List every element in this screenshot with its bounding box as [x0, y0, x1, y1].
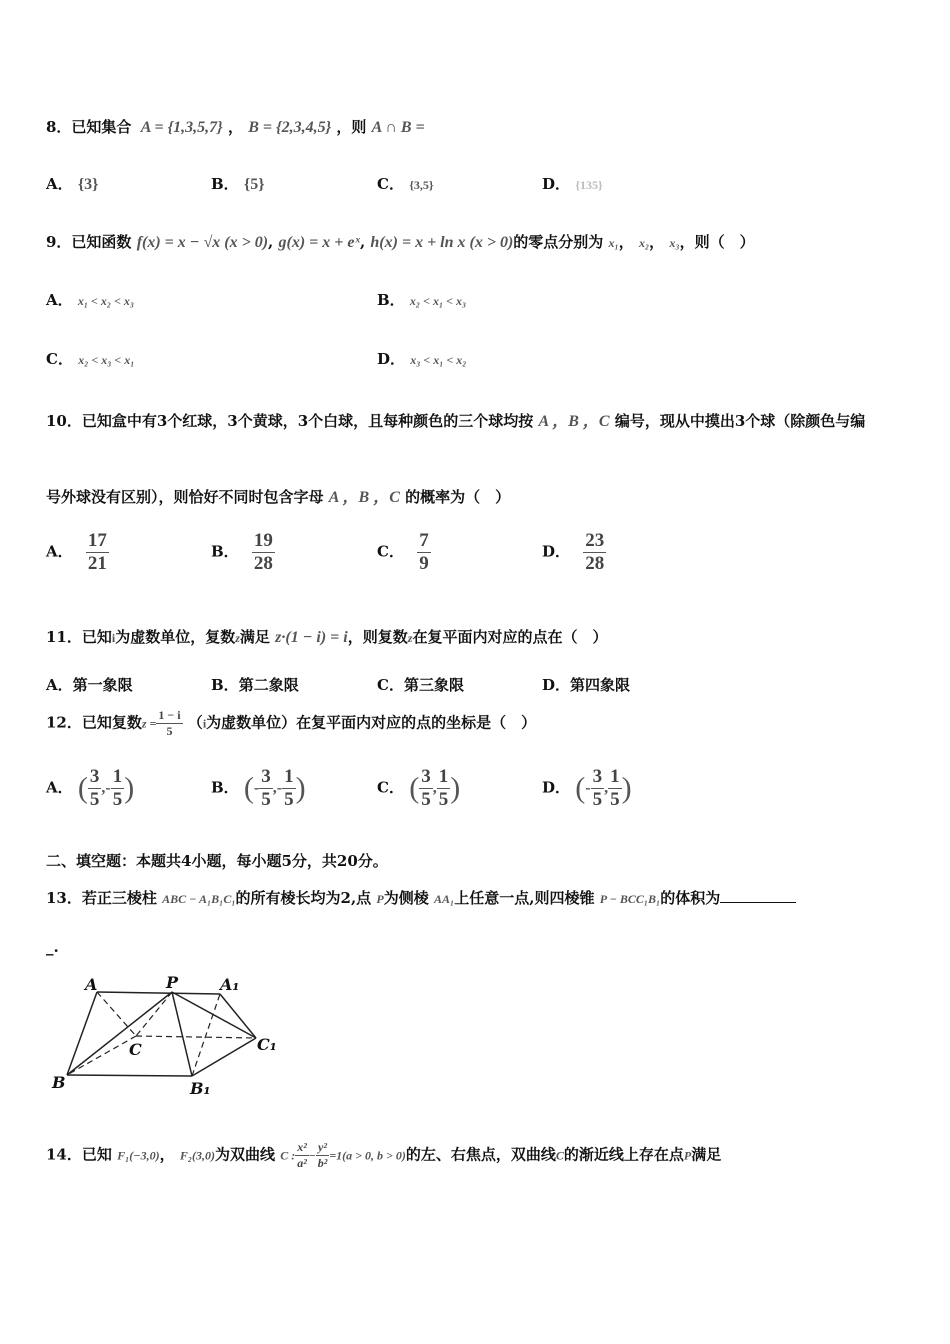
i-symbol: i: [111, 631, 116, 645]
q11-text4: 在复平面内对应的点在（ ）: [412, 628, 608, 646]
option-value: {3,5}: [409, 178, 434, 192]
q9-stem: 9．已知函数 f(x) = x − √x (x > 0), g(x) = x + eˣ, h(x) = x + ln x (x > 0)的零点分别为 x₁， x₂， x₃，则（ ）: [46, 233, 755, 251]
label-b: B: [52, 1073, 66, 1092]
option-label: A．: [46, 175, 73, 193]
comma: ，: [159, 1145, 175, 1164]
z-eq: z =: [141, 716, 157, 731]
q10-option-c[interactable]: [377, 530, 431, 575]
function-g: g(x) = x + eˣ: [278, 234, 360, 251]
q12-option-b[interactable]: B． (- $\frac{3}{5}$ ,- $\frac{1}{5}$ ): [211, 766, 306, 810]
option-label: B．: [377, 291, 405, 309]
aa1: AA₁: [434, 892, 455, 906]
option-value: x₂ < x₃ < x₁: [78, 353, 135, 367]
fraction-y: $\frac{\text{y²}}{\text{b²}}$: [317, 1140, 328, 1170]
q11-text2: 满足: [239, 628, 270, 646]
x2: x₂: [638, 236, 650, 250]
label-a: A: [85, 975, 98, 994]
q8-number: 8．已知集合: [46, 118, 132, 136]
q11-number: 11．已知: [46, 628, 112, 646]
option-label: C．: [377, 542, 404, 561]
label-c: C: [129, 1040, 142, 1059]
q12-text: 为虚数单位）在复平面内对应的点的坐标是（ ）: [206, 713, 537, 732]
q14-stem: [46, 1140, 721, 1171]
q11-text: 为虚数单位，复数: [115, 628, 236, 646]
q12-option-c[interactable]: C． ( $\frac{3}{5}$ , $\frac{1}{5}$ ): [377, 766, 461, 810]
q13-stem: [46, 887, 796, 908]
q8-option-c[interactable]: [377, 173, 434, 194]
edge-b1a1: [192, 994, 220, 1076]
function-f: f(x) = x − √x (x > 0): [136, 234, 269, 251]
option-value: x₂ < x₁ < x₃: [409, 294, 467, 308]
q9-option-b[interactable]: [377, 289, 466, 310]
option-label: D．: [377, 350, 406, 368]
q8-stem: [46, 116, 425, 137]
option-value: x₃ < x₁ < x₂: [410, 353, 467, 367]
fraction: $\frac{1}{5}$: [112, 766, 123, 810]
q13-text: 的所有棱长均为2,点: [235, 889, 372, 907]
q10-text2: 号外球没有区别），则恰好不同时包含字母: [46, 488, 324, 506]
q14-text: 为双曲线: [215, 1145, 276, 1164]
q8-option-a[interactable]: [46, 173, 98, 194]
blank-continuation: _.: [46, 938, 59, 956]
q10-text-b: 编号，现从中摸出3个球（除颜色与编: [614, 412, 866, 430]
fraction: $\frac{1}{5}$: [438, 766, 449, 810]
intersection-expr: A ∩ B =: [371, 119, 425, 136]
fraction: $\frac{1}{5}$: [284, 766, 294, 810]
q9-option-c[interactable]: [46, 348, 134, 369]
fraction: $\frac{17}{21}$: [87, 530, 107, 574]
fraction: $\frac{23}{28}$: [585, 530, 605, 574]
q9-number: 9．已知函数: [46, 233, 132, 251]
set-a: A = {1,3,5,7}: [140, 119, 223, 136]
label-b1: B₁: [190, 1079, 211, 1098]
edge-cc1: [136, 1036, 256, 1038]
edge-pc: [136, 992, 172, 1036]
curve-c: C: [555, 1148, 564, 1163]
function-h: h(x) = x + ln x (x > 0): [370, 234, 514, 251]
minus: −: [308, 1148, 316, 1163]
letters: A ，B ，C: [328, 489, 400, 506]
x1: x₁: [608, 236, 619, 250]
fraction: $\frac{7}{9}$: [419, 530, 429, 574]
q14-text2: 的左、右焦点，双曲线: [405, 1145, 556, 1164]
i-symbol: i: [202, 716, 207, 731]
fraction: $\frac{3}{5}$: [421, 766, 431, 810]
curve-c: C :: [280, 1148, 296, 1163]
z-symbol: z: [235, 631, 240, 645]
zeros-text: 的零点分别为: [513, 233, 604, 251]
option-label: D．: [542, 542, 571, 561]
q11-text3: ，则复数: [347, 628, 408, 646]
q9-option-d[interactable]: [377, 348, 466, 369]
option-label: C．: [46, 350, 73, 368]
q11-stem: [46, 626, 607, 647]
fraction: $\frac{3}{5}$: [261, 766, 271, 810]
q11-option-b[interactable]: B．第二象限: [211, 676, 299, 694]
q12-option-a[interactable]: A． ( $\frac{3}{5}$ ,- $\frac{1}{5}$ ): [46, 766, 135, 810]
option-label: B．: [211, 542, 239, 561]
q10-text2-b: 的概率为（ ）: [405, 488, 511, 506]
option-value: {135}: [575, 178, 603, 192]
q10-text: 10．已知盒中有3个红球，3个黄球，3个白球，且每种颜色的三个球均按: [46, 412, 534, 430]
letters: A ，B ，C: [538, 413, 610, 430]
fraction: $\frac{19}{28}$: [253, 530, 273, 574]
paren: （: [187, 713, 203, 732]
q8-option-d[interactable]: [542, 173, 603, 194]
p-symbol: P: [376, 892, 384, 906]
q13-text2: 为侧棱: [383, 889, 429, 907]
q12-number: 12．已知复数: [46, 713, 142, 732]
f1: F₁(−3,0): [117, 1148, 160, 1163]
q14-text4: 满足: [691, 1145, 722, 1164]
option-value: {3}: [77, 176, 99, 193]
x3: x₃: [669, 236, 680, 250]
q13-number: 13．若正三棱柱: [46, 889, 157, 907]
fraction: $\frac{1 - i}{5}$: [158, 708, 181, 738]
fraction-x: $\frac{\text{x²}}{\text{a²}}$: [297, 1140, 307, 1170]
option-label: A．: [46, 291, 73, 309]
q11-option-c[interactable]: C．第三象限: [377, 676, 464, 694]
option-value: x₁ < x₂ < x₃: [77, 294, 135, 308]
q10-option-b[interactable]: [211, 530, 275, 575]
prism: ABC − A₁B₁C₁: [162, 892, 236, 906]
pyramid: P − BCC₁B₁: [599, 892, 661, 906]
edge-a1c1: [220, 994, 256, 1038]
then-text: ，则: [336, 118, 367, 136]
option-label: B．: [211, 175, 239, 193]
fraction: $\frac{1}{5}$: [610, 766, 620, 810]
q13-text3: 上任意一点,则四棱锥: [454, 889, 595, 907]
answer-blank[interactable]: [720, 888, 796, 903]
edge-pb1: [172, 992, 192, 1076]
z-symbol: z: [407, 631, 413, 645]
set-b: B = {2,3,4,5}: [248, 119, 332, 136]
edge-b1c1: [192, 1038, 256, 1076]
end-text: ，则（ ）: [679, 233, 755, 251]
q14-number: 14．已知: [46, 1145, 112, 1164]
prism-figure: [40, 970, 300, 1100]
label-a1: A₁: [220, 975, 240, 994]
edge-cb: [67, 1036, 136, 1075]
equation: z·(1 − i) = i: [275, 629, 348, 646]
q8-option-b[interactable]: [211, 173, 265, 194]
q10-option-d[interactable]: [542, 530, 606, 575]
edge-pc1: [172, 992, 256, 1038]
label-c1: C₁: [257, 1035, 277, 1054]
f2: F₂(3,0): [179, 1148, 215, 1163]
q12-stem: [46, 708, 536, 739]
q11-option-a[interactable]: A．第一象限: [46, 676, 133, 694]
option-label: D．: [542, 175, 571, 193]
q14-text3: 的渐近线上存在点: [563, 1145, 684, 1164]
q13-text4: 的体积为: [660, 889, 721, 907]
edge-ac: [97, 992, 136, 1036]
q10-stem-line2: [46, 484, 510, 507]
option-value: {5}: [243, 176, 265, 193]
equals: =1(a > 0, b > 0): [329, 1148, 406, 1163]
p-symbol: P: [683, 1148, 692, 1163]
label-p: P: [166, 973, 179, 992]
q10-option-a[interactable]: [46, 530, 109, 575]
q10-stem-line1: [46, 408, 865, 431]
option-label: A．: [46, 542, 73, 561]
fraction: $\frac{3}{5}$: [592, 766, 603, 810]
edge-bb1: [67, 1075, 192, 1076]
comma: ，: [227, 118, 243, 136]
q11-option-d[interactable]: D．第四象限: [542, 676, 631, 694]
edge-ap: [97, 992, 220, 994]
section-heading: 二、填空题：本题共4小题，每小题5分，共20分。: [46, 852, 388, 870]
option-label: C．: [377, 175, 404, 193]
q12-option-d[interactable]: D． (- $\frac{3}{5}$ , $\frac{1}{5}$ ): [542, 766, 632, 810]
fraction: $\frac{3}{5}$: [89, 766, 100, 810]
q9-option-a[interactable]: [46, 289, 134, 310]
